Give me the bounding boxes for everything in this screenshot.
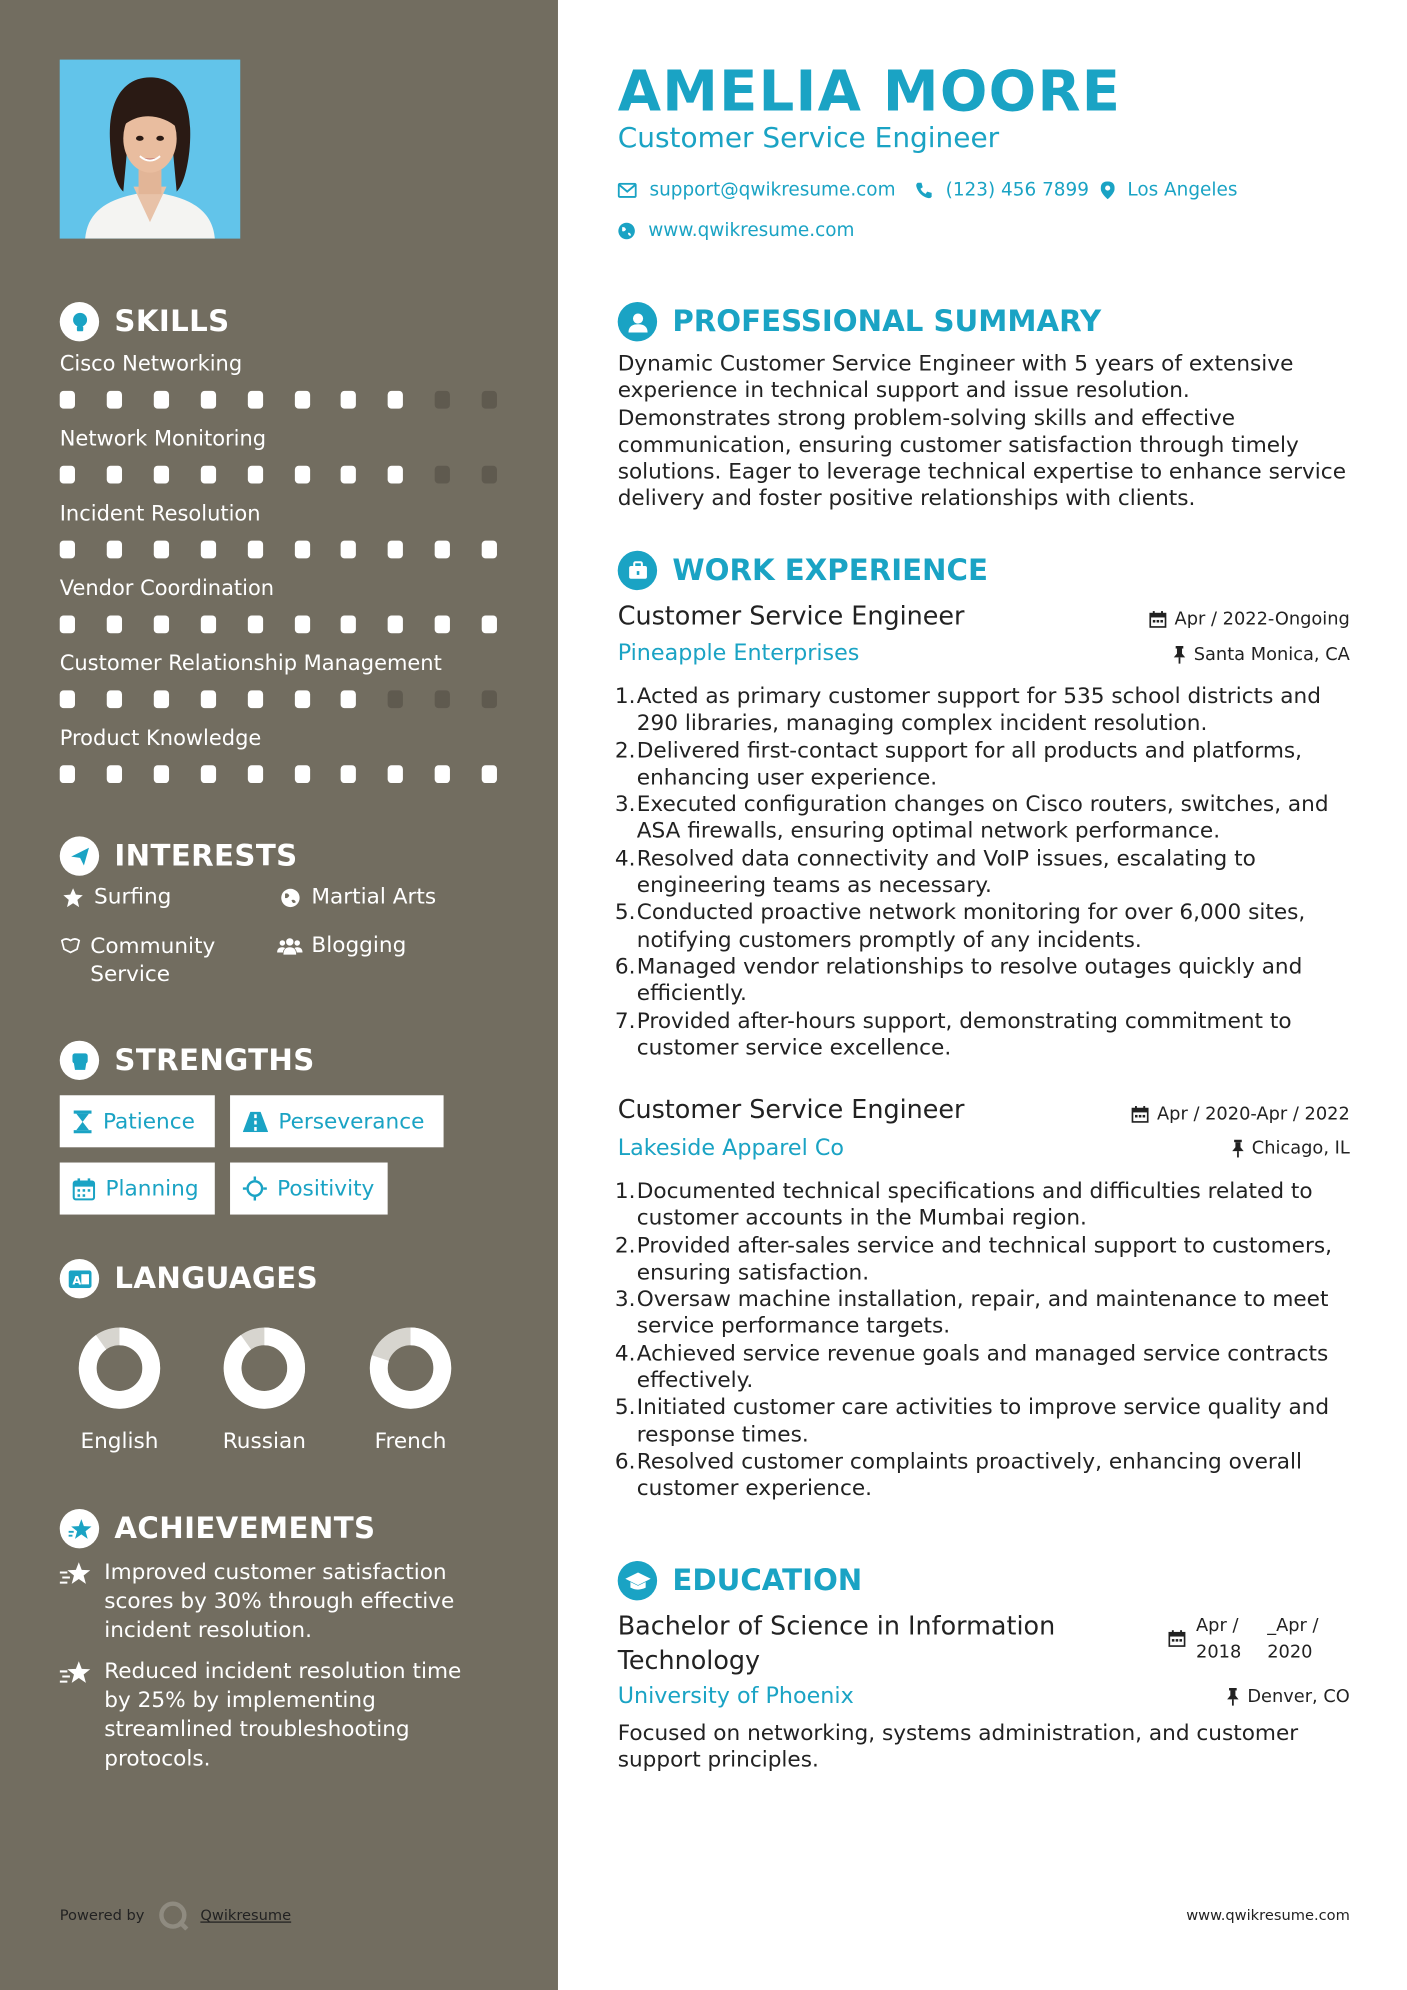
skill-dot — [60, 466, 75, 484]
skill-dot — [60, 765, 75, 783]
pushpin-icon — [1231, 1140, 1244, 1158]
bullet-number: 3. — [614, 792, 636, 818]
bullet-number: 6. — [614, 954, 636, 980]
bullet-number: 4. — [614, 846, 636, 872]
achievement-text: Improved customer satisfaction scores by 30% through effective incident resolution. — [104, 1559, 455, 1644]
footer-url[interactable]: www.qwikresume.com — [1186, 1906, 1350, 1925]
skill-name: Product Knowledge — [59, 725, 262, 751]
user-icon — [618, 302, 657, 341]
handshake-icon — [60, 933, 82, 955]
qwikresume-link[interactable]: Qwikresume — [200, 1906, 292, 1925]
bullet-text: Delivered first-contact support for all products and platforms, enhancing user experience. — [636, 738, 1303, 791]
job-bullet — [611, 1287, 1355, 1341]
skill-dot — [341, 765, 356, 783]
lightbulb-icon — [60, 302, 99, 341]
bullet-number: 1. — [614, 684, 636, 710]
skill-dot — [294, 690, 309, 708]
skill-dot — [294, 765, 309, 783]
job-bullet — [611, 846, 1355, 900]
language-ring — [366, 1324, 455, 1413]
interest-label: Community Service — [90, 934, 216, 988]
education-section-title — [618, 1561, 863, 1600]
skill-rating — [60, 765, 505, 784]
pushpin-icon — [1173, 646, 1186, 664]
skill-dot — [435, 541, 450, 559]
candidate-role: Customer Service Engineer — [617, 123, 1000, 155]
phone-icon — [915, 181, 933, 199]
skill-dot — [294, 541, 309, 559]
skill-dot — [107, 616, 122, 634]
strength-label: Patience — [102, 1108, 195, 1134]
location-text: Los Angeles — [1127, 180, 1238, 201]
contact-website[interactable] — [618, 221, 855, 241]
job-dates-text: Apr / 2022-Ongoing — [1174, 609, 1350, 630]
job-bullets — [611, 684, 1355, 1062]
job-bullet — [611, 900, 1355, 954]
powered-by-label: Powered by — [59, 1906, 145, 1925]
achievement-item — [60, 1558, 492, 1646]
skill-dot — [435, 765, 450, 783]
job-bullet — [611, 1395, 1355, 1449]
language-ring — [75, 1324, 164, 1413]
skill-dot — [341, 466, 356, 484]
skill-dot — [388, 765, 403, 783]
education-start-date: Apr / 2018 — [1196, 1615, 1242, 1663]
summary-text: Dynamic Customer Service Engineer with 5 years of extensive experience in technical support and issue resolution. Demonstrates strong problem-solving skills and effective communication, ensuring customer satisfaction through timely solutions. Eager to leverage technical expertise to enhance service delivery and foster positive relationships with clients. — [617, 351, 1346, 513]
education-end-date: _Apr / 2020 — [1267, 1615, 1319, 1663]
skill-dot — [154, 466, 169, 484]
education-description: Focused on networking, systems administration, and customer support principles. — [617, 1720, 1299, 1774]
job-bullet — [611, 1341, 1355, 1395]
bullet-number: 5. — [614, 900, 636, 926]
phone-text: (123) 456 7899 — [945, 180, 1089, 201]
bullet-number: 3. — [614, 1287, 636, 1313]
skill-name: Cisco Networking — [59, 351, 243, 376]
skill-dot — [388, 391, 403, 409]
achievement-text: Reduced incident resolution time by 25% by implementing streamlined troubleshooting protocols. — [104, 1658, 462, 1772]
interests-section-title — [60, 836, 298, 875]
skill-rating — [60, 391, 505, 410]
job-bullet — [611, 1449, 1355, 1503]
skill-dot — [154, 616, 169, 634]
skill-dot — [435, 690, 450, 708]
skills-title: SKILLS — [114, 305, 230, 339]
skill-dot — [200, 690, 215, 708]
candidate-name: AMELIA MOORE — [617, 59, 1122, 125]
language-icon — [60, 1259, 99, 1298]
interest-item-martial-arts — [277, 885, 436, 910]
bullet-text: Resolved customer complaints proactively, enhancing overall customer experience. — [636, 1449, 1303, 1502]
bullet-text: Executed configuration changes on Cisco routers, switches, and ASA firewalls, ensuring optimal network performance. — [636, 792, 1329, 845]
website-text: www.qwikresume.com — [648, 220, 855, 242]
bullet-number: 1. — [614, 1179, 636, 1205]
language-ring-fill — [233, 1336, 297, 1399]
interests-title: INTERESTS — [114, 839, 298, 873]
skill-dot — [200, 541, 215, 559]
interest-item-blogging — [277, 933, 406, 958]
skill-dot — [435, 616, 450, 634]
skill-dot — [60, 541, 75, 559]
interest-item-surfing — [60, 885, 172, 910]
skill-dot — [247, 466, 262, 484]
bullet-text: Achieved service revenue goals and managed service contracts effectively. — [636, 1341, 1329, 1394]
bullet-number: 6. — [614, 1449, 636, 1475]
calendar-icon — [1168, 1628, 1186, 1652]
paper-plane-icon — [60, 836, 99, 875]
achievement-item — [60, 1657, 492, 1774]
powered-by — [60, 1900, 291, 1930]
skill-dot — [200, 391, 215, 409]
job-location-text: Chicago, IL — [1251, 1138, 1350, 1159]
strength-tag-perseverance — [230, 1095, 444, 1147]
skill-dot — [107, 541, 122, 559]
skills-section-title — [60, 302, 230, 341]
bullet-text: Provided after-sales service and technical support to customers, ensuring satisfaction. — [636, 1233, 1332, 1286]
skill-dot — [154, 765, 169, 783]
interest-label: Blogging — [311, 932, 407, 959]
skill-name: Incident Resolution — [59, 501, 261, 526]
briefcase-icon — [618, 551, 657, 590]
shooting-star-icon — [60, 1558, 94, 1646]
bullet-text: Managed vendor relationships to resolve outages quickly and efficiently. — [636, 954, 1303, 1007]
summary-title: PROFESSIONAL SUMMARY — [672, 305, 1102, 339]
experience-section-title — [618, 551, 988, 590]
bullet-text: Resolved data connectivity and VoIP issues, escalating to engineering teams as necessary. — [636, 846, 1256, 899]
skill-rating — [60, 541, 505, 560]
bullet-text: Conducted proactive network monitoring for over 6,000 sites, notifying customers promptly of any incidents. — [636, 900, 1306, 953]
job-bullet — [611, 738, 1355, 792]
skill-dot — [154, 541, 169, 559]
education-degree: Bachelor of Science in Information Technology — [617, 1610, 1056, 1676]
contact-email[interactable] — [618, 180, 896, 200]
qwikresume-logo-icon — [157, 1900, 190, 1930]
strengths-section-title — [60, 1041, 315, 1080]
strength-tag-planning — [60, 1163, 215, 1215]
skill-dot — [154, 690, 169, 708]
bullet-text: Documented technical specifications and difficulties related to customer accounts in the Mumbai region. — [636, 1179, 1313, 1232]
calendar-icon — [72, 1177, 95, 1200]
skill-dot — [341, 541, 356, 559]
skill-dot — [388, 690, 403, 708]
strength-label: Perseverance — [278, 1108, 425, 1134]
skill-dot — [482, 616, 497, 634]
svg-text:A: A — [71, 1272, 81, 1287]
sun-icon — [243, 1176, 267, 1200]
job-dates-text: Apr / 2020-Apr / 2022 — [1157, 1104, 1350, 1125]
language-label: Russian — [222, 1429, 306, 1455]
job-title: Customer Service Engineer — [617, 1093, 965, 1125]
interest-label: Surfing — [94, 884, 172, 910]
globe-icon — [618, 222, 636, 240]
skill-name: Vendor Coordination — [59, 576, 275, 601]
skill-dot — [247, 690, 262, 708]
users-icon — [277, 933, 302, 957]
job-location-text: Santa Monica, CA — [1193, 644, 1350, 666]
job-bullet — [611, 1233, 1355, 1287]
education-location — [1227, 1687, 1350, 1707]
shooting-star-icon — [60, 1657, 94, 1774]
skill-dot — [200, 616, 215, 634]
strength-label: Planning — [105, 1175, 199, 1202]
skill-dot — [341, 391, 356, 409]
calendar-icon — [1132, 1105, 1150, 1123]
skill-dot — [482, 541, 497, 559]
interest-item-community-service — [60, 933, 251, 989]
skill-dot — [294, 616, 309, 634]
envelope-icon — [618, 183, 637, 198]
contact-location — [1101, 180, 1238, 200]
skill-dot — [200, 466, 215, 484]
calendar-icon — [1149, 610, 1167, 628]
interest-label: Martial Arts — [311, 884, 437, 910]
strength-tag-patience — [60, 1095, 215, 1147]
strengths-title: STRENGTHS — [114, 1043, 315, 1077]
star-icon — [60, 885, 85, 909]
job-bullet — [611, 684, 1355, 738]
sidebar — [0, 0, 558, 1990]
skill-dot — [200, 765, 215, 783]
graduation-cap-icon — [618, 1561, 657, 1600]
experience-title: WORK EXPERIENCE — [672, 553, 988, 587]
skill-dot — [60, 690, 75, 708]
skill-dot — [154, 391, 169, 409]
strength-label: Positivity — [277, 1175, 375, 1202]
skill-name: Network Monitoring — [59, 426, 267, 451]
job-company: Lakeside Apparel Co — [617, 1135, 844, 1162]
skill-dot — [247, 391, 262, 409]
skill-dot — [341, 690, 356, 708]
job-location — [1173, 645, 1349, 665]
bullet-number: 7. — [614, 1008, 636, 1034]
skill-dot — [247, 765, 262, 783]
skill-dot — [60, 391, 75, 409]
job-bullet — [611, 1008, 1355, 1062]
bullet-number: 5. — [614, 1395, 636, 1421]
job-title: Customer Service Engineer — [617, 600, 965, 631]
education-school: University of Phoenix — [617, 1684, 854, 1710]
languages-title: LANGUAGES — [114, 1262, 319, 1296]
skill-dot — [388, 616, 403, 634]
skill-rating — [60, 466, 505, 485]
skill-dot — [482, 765, 497, 783]
map-pin-icon — [1101, 181, 1115, 199]
bullet-text: Acted as primary customer support for 535 school districts and 290 libraries, managing complex incident resolution. — [636, 684, 1321, 737]
achievements-title: ACHIEVEMENTS — [114, 1512, 376, 1546]
bullet-number: 4. — [614, 1341, 636, 1367]
job-dates — [1149, 609, 1350, 629]
skill-dot — [435, 466, 450, 484]
summary-section-title — [618, 302, 1101, 341]
job-bullet — [611, 792, 1355, 846]
bullet-number: 2. — [614, 738, 636, 764]
skill-dot — [107, 466, 122, 484]
pushpin-icon — [1227, 1688, 1240, 1706]
road-icon — [243, 1111, 268, 1131]
language-ring — [220, 1324, 309, 1413]
bullet-text: Oversaw machine installation, repair, and maintenance to meet service performance targets. — [636, 1287, 1329, 1340]
profile-photo — [60, 60, 240, 239]
skill-dot — [388, 466, 403, 484]
bullet-number: 2. — [614, 1233, 636, 1259]
job-dates — [1132, 1104, 1350, 1124]
skill-dot — [107, 391, 122, 409]
email-text: support@qwikresume.com — [649, 180, 896, 201]
languages-section-title — [60, 1259, 318, 1298]
skill-dot — [247, 541, 262, 559]
skill-dot — [388, 541, 403, 559]
skill-dot — [482, 391, 497, 409]
education-title: EDUCATION — [672, 1564, 863, 1598]
education-location-text: Denver, CO — [1247, 1686, 1350, 1707]
skill-dot — [107, 690, 122, 708]
skill-dot — [60, 616, 75, 634]
skill-dot — [341, 616, 356, 634]
contact-phone[interactable] — [915, 180, 1089, 200]
hourglass-icon — [72, 1110, 92, 1133]
job-bullets — [611, 1179, 1355, 1503]
language-label: English — [80, 1429, 159, 1455]
skill-name: Customer Relationship Management — [59, 651, 442, 676]
job-location — [1231, 1138, 1349, 1158]
job-bullet — [611, 1179, 1355, 1233]
job-company: Pineapple Enterprises — [617, 640, 860, 667]
skill-dot — [435, 391, 450, 409]
bullet-text: Provided after-hours support, demonstrating commitment to customer service excellence. — [636, 1008, 1292, 1061]
skill-dot — [107, 765, 122, 783]
bullet-text: Initiated customer care activities to improve service quality and response times. — [636, 1395, 1330, 1448]
award-star-icon — [60, 1509, 99, 1548]
fist-icon — [60, 1041, 99, 1080]
skill-dot — [294, 466, 309, 484]
skill-dot — [482, 466, 497, 484]
skill-rating — [60, 616, 505, 635]
skill-rating — [60, 690, 505, 709]
strength-tag-positivity — [230, 1163, 388, 1215]
skill-dot — [294, 391, 309, 409]
achievements-section-title — [60, 1509, 376, 1548]
skill-dot — [482, 690, 497, 708]
job-bullet — [611, 954, 1355, 1008]
skill-dot — [247, 616, 262, 634]
language-label: French — [374, 1429, 447, 1455]
language-ring-fill — [88, 1336, 152, 1399]
globe-icon — [277, 885, 302, 909]
